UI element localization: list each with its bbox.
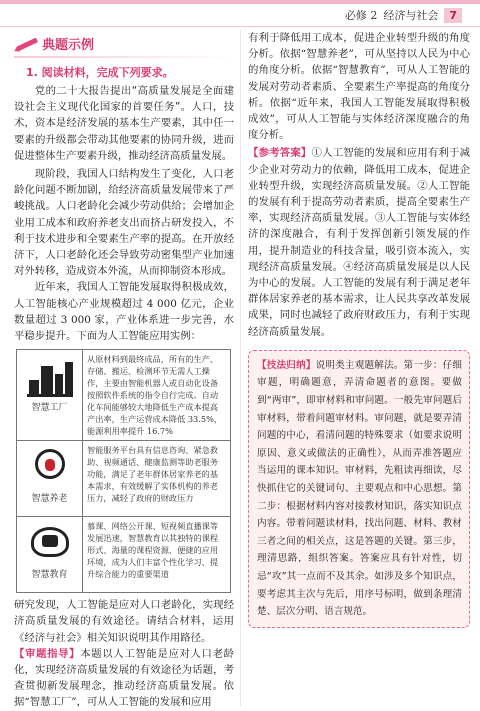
- elder-care-icon: [25, 447, 75, 489]
- factory-caption: 智慧工厂: [31, 403, 68, 414]
- right-column: [248, 30, 470, 628]
- robot-arm-icon: [25, 356, 75, 398]
- tips-label: 【技法归纳】: [257, 359, 316, 371]
- guide-paragraph: [14, 646, 234, 711]
- factory-description: 从原材料到最终成品，所有的生产、存储、搬运、检测环节无需人工操作，主要由智能机器人或自动化设备按照软件系统的指令自行完成。自动化车间能够较大地降低生产成本提高产出率，生产运营成本降低 33.5%，能源利用率提升 16.7%: [83, 350, 231, 441]
- edu-description: 慕课、网络公开课、短视频直播课等发展迅速，智慧教育以其独特的课程形式、海量的课程资源，便捷的应用环境，成为人们丰富个性化学习、提升综合能力的重要渠道: [83, 517, 231, 593]
- tips-text: 说明类主观题解法。第一步：仔细审题，明确题意，弄清命题者的意图。要做到“两审”，即审材料和审问题。一般先审问题后审材料，带着问题审材料。审问题，就是要弄清问题的中心，看清问题的特殊要求（如要求说明原因、意义或做法的正确性），从而弄准答题应当运用的课本知识。审材料，先粗读再细读，尽快抓住它的关键词句、主要观点和中心思想。第二步：根据材料内容对接教材知识，落实知识点内容。带着问题读材料，找出问题、材料、教材三者之间的相关点，这是答题的关键。第三步，理清思路，组织答案。答案应具有针对性，切忌“攻”其一点而不及其余。如涉及多个知识点，要考虑其主次与先后，用序号标明，做到条理清楚、层次分明、语言规范。: [257, 359, 463, 618]
- header-rule: [0, 26, 480, 27]
- column-divider: [240, 30, 241, 706]
- edu-caption: 智慧教育: [31, 570, 68, 581]
- elder-caption: 智慧养老: [31, 494, 68, 505]
- section-header: [14, 30, 234, 56]
- guide-continuation: 有利于降低用工成本，促进企业转型升级的角度分析。依据“智慧养老”，可从坚持以人民为中心的角度分析。依据“智慧教育”，可从人工智能的发展对劳动者素质、全要素生产率提高的角度分析。依据“近年来，我国人工智能发展取得积极成效”，可从人工智能与实体经济深度融合的角度分析。: [248, 32, 470, 142]
- answer-text: ①人工智能的发展和应用有利于减少企业对劳动力的依赖，降低用工成本，促进企业转型升级，实现经济高质量发展。②人工智能的发展有利于提高劳动者素质，提高全要素生产率，实现经济高质量发展。③人工智能与实体经济的深度融合，有利于发挥创新引领发展的作用，提升制造业的科技含量，吸引资本流入，实现经济高质量发展。④经济高质量发展是以人民为中心的发展。人工智能的发展有利于满足老年群体居家养老的基本需求，让人民共享改革发展成果，同时也减轻了政府财政压力，有利于实现经济高质量发展。: [248, 147, 471, 338]
- factory-cell: [17, 350, 83, 441]
- table-row: [17, 441, 231, 517]
- section-underline: [14, 56, 234, 58]
- guide-text-left: 本题以人工智能是应对人口老龄化，实现经济高质量发展的有效途径为话题，考查贯彻新发展理念，推动经济高质量发展。依据“智慧工厂”，可从人工智能的发展和应用: [14, 647, 235, 709]
- quote-paragraph: 党的二十大报告提出“高质量发展是全面建设社会主义现代化国家的首要任务”。人口，技术，资本是经济发展的基本生产要素，其中任一要素的升级都会带动其他要素的协同升级，进而促进整体生产要素升级，推动经济高质量发展。: [14, 85, 234, 162]
- ai-application-table: [16, 349, 231, 593]
- education-icon: [25, 523, 75, 565]
- table-row: [17, 517, 231, 593]
- answer-label: 【参考答案】: [248, 147, 312, 160]
- page-number: 7: [444, 8, 462, 23]
- elder-cell: [17, 441, 83, 517]
- elder-description: 智能服务平台具有信息咨询、紧急救助、视频通话、健康监测等助老服务功能，满足了老年群体居家养老的基本需求，有效缓解了实体机构的养老压力，减轻了政府的财政压力: [83, 441, 231, 517]
- chapter-label: 经济与社会: [383, 9, 439, 22]
- edu-cell: [17, 517, 83, 593]
- left-column: [14, 30, 234, 711]
- answer-paragraph: [248, 145, 470, 339]
- section-title: 典题示例: [42, 37, 95, 53]
- book-label: 必修 2: [344, 9, 378, 22]
- question-heading: 1. 阅读材料，完成下列要求。: [26, 66, 174, 79]
- table-row: [17, 350, 231, 441]
- guide-label: 【审题指导】: [14, 647, 81, 660]
- material-paragraph-3: 研究发现，人工智能是应对人口老龄化，实现经济高质量发展的有效途径。请结合材料，运用《经济与社会》相关知识说明其作用路径。: [14, 599, 234, 644]
- top-color-rule: [0, 0, 480, 4]
- tips-box: [248, 350, 470, 628]
- material-paragraph-2: 近年来，我国人工智能发展取得积极成效，人工智能核心产业规模超过 4 000 亿元，企业数量超过 3 000 家，产业体系进一步完善，水平稳步提升。下面为人工智能应用实例：: [14, 281, 234, 343]
- pencil-icon: [14, 32, 42, 54]
- page-header: [345, 6, 462, 24]
- tips-paragraph: [257, 357, 462, 621]
- material-paragraph-1: 现阶段，我国人口结构发生了变化，人口老龄化问题不断加剧，给经济高质量发展带来了严峻挑战。人口老龄化会减少劳动供给；会增加企业用工成本和政府养老支出而挤占研发投入，不利于技术进步和全要素生产率的提高。在开放经济下，人口老龄化还会导致劳动密集型产业加速对外转移，造成资本外流，从而抑制资本形成。: [14, 168, 234, 278]
